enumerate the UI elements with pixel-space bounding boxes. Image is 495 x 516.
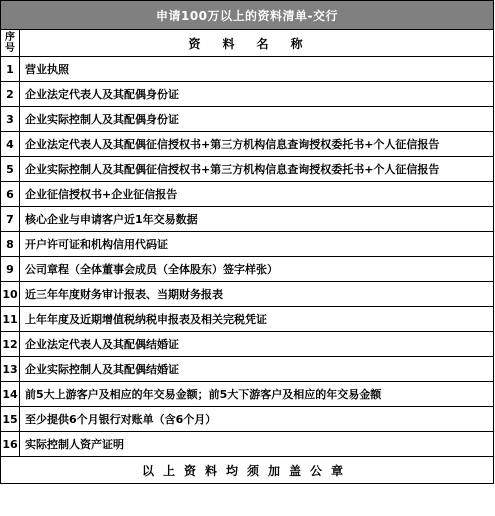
document-title: 申请100万以上的资料清单-交行 bbox=[1, 1, 494, 30]
row-document-name: 上年年度及近期增值税纳税申报表及相关完税凭证 bbox=[20, 307, 494, 332]
row-document-name: 近三年年度财务审计报表、当期财务报表 bbox=[20, 282, 494, 307]
row-number: 2 bbox=[1, 82, 20, 107]
row-document-name: 企业征信授权书+企业征信报告 bbox=[20, 182, 494, 207]
row-number: 11 bbox=[1, 307, 20, 332]
row-number: 14 bbox=[1, 382, 20, 407]
row-document-name: 企业法定代表人及其配偶征信授权书+第三方机构信息查询授权委托书+个人征信报告 bbox=[20, 132, 494, 157]
row-document-name: 企业法定代表人及其配偶身份证 bbox=[20, 82, 494, 107]
row-number: 13 bbox=[1, 357, 20, 382]
row-document-name: 企业实际控制人及其配偶结婚证 bbox=[20, 357, 494, 382]
table-row bbox=[1, 432, 494, 457]
row-document-name: 核心企业与申请客户近1年交易数据 bbox=[20, 207, 494, 232]
table-row bbox=[1, 82, 494, 107]
row-number: 4 bbox=[1, 132, 20, 157]
table-row bbox=[1, 107, 494, 132]
row-document-name: 公司章程（全体董事会成员（全体股东）签字样张） bbox=[20, 257, 494, 282]
row-document-name: 营业执照 bbox=[20, 57, 494, 82]
row-document-name: 实际控制人资产证明 bbox=[20, 432, 494, 457]
table-row bbox=[1, 382, 494, 407]
row-document-name: 企业法定代表人及其配偶结婚证 bbox=[20, 332, 494, 357]
row-number: 8 bbox=[1, 232, 20, 257]
row-number: 9 bbox=[1, 257, 20, 282]
header-row bbox=[1, 30, 494, 57]
row-number: 7 bbox=[1, 207, 20, 232]
row-number: 3 bbox=[1, 107, 20, 132]
table-row bbox=[1, 182, 494, 207]
row-document-name: 开户许可证和机构信用代码证 bbox=[20, 232, 494, 257]
table-row bbox=[1, 307, 494, 332]
row-number: 12 bbox=[1, 332, 20, 357]
row-number: 15 bbox=[1, 407, 20, 432]
footer-row bbox=[1, 457, 494, 484]
header-document-name: 资料名称 bbox=[20, 30, 494, 57]
table-row bbox=[1, 232, 494, 257]
footer-note: 以上资料均须加盖公章 bbox=[1, 457, 494, 484]
table-row bbox=[1, 157, 494, 182]
table-row bbox=[1, 282, 494, 307]
row-document-name: 前5大上游客户及相应的年交易金额；前5大下游客户及相应的年交易金额 bbox=[20, 382, 494, 407]
table-row bbox=[1, 407, 494, 432]
table-row bbox=[1, 207, 494, 232]
row-number: 10 bbox=[1, 282, 20, 307]
row-number: 1 bbox=[1, 57, 20, 82]
table-row bbox=[1, 257, 494, 282]
row-document-name: 企业实际控制人及其配偶征信授权书+第三方机构信息查询授权委托书+个人征信报告 bbox=[20, 157, 494, 182]
table-row bbox=[1, 132, 494, 157]
table-row bbox=[1, 332, 494, 357]
row-document-name: 企业实际控制人及其配偶身份证 bbox=[20, 107, 494, 132]
row-document-name: 至少提供6个月银行对账单（含6个月） bbox=[20, 407, 494, 432]
row-number: 6 bbox=[1, 182, 20, 207]
table-row bbox=[1, 357, 494, 382]
header-serial-number: 序号 bbox=[1, 30, 20, 57]
title-row bbox=[1, 1, 494, 30]
row-number: 5 bbox=[1, 157, 20, 182]
table-row bbox=[1, 57, 494, 82]
row-number: 16 bbox=[1, 432, 20, 457]
